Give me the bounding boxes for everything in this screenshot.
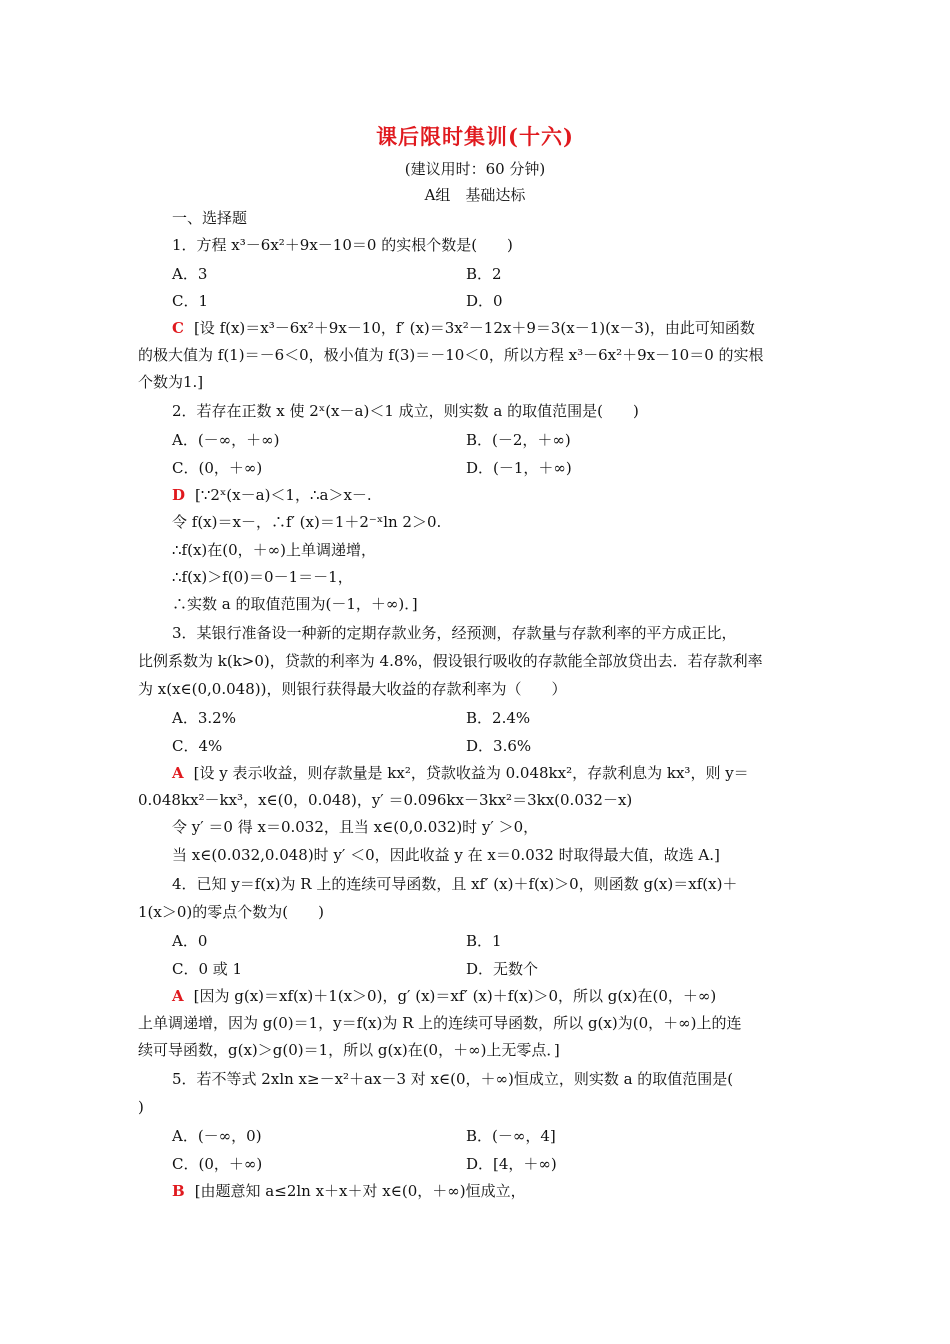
q2-explanation-3: ∴f(x)在(0，＋∞)上单调递增， xyxy=(172,541,377,559)
q3-stem-3: 为 x(x∈(0,0.048))，则银行获得最大收益的存款利率为（ ） xyxy=(138,680,567,698)
section-heading: 一、选择题 xyxy=(172,209,248,227)
q2-option-b: B．(－2，＋∞) xyxy=(466,431,571,449)
q1-explanation-1: C [设 f(x)＝x³－6x²＋9x－10，f′ (x)＝3x²－12x＋9＝3(x－1)(x－3)，由此可知函数 xyxy=(172,319,755,337)
q2-explanation-2: 令 f(x)＝x－，∴f′ (x)＝1＋2⁻ˣln 2＞0. xyxy=(172,513,442,531)
q4-stem-1: 4．已知 y＝f(x)为 R 上的连续可导函数，且 xf′ (x)＋f(x)＞0，则函数 g(x)＝xf(x)＋ xyxy=(172,875,738,893)
q1-option-a: A．3 xyxy=(172,265,208,283)
q1-option-c: C．1 xyxy=(172,292,209,310)
q3-explanation-4: 当 x∈(0.032,0.048)时 y′ ＜0，因此收益 y 在 x＝0.032 时取得最大值，故选 A.] xyxy=(172,846,720,864)
page-title: 课后限时集训(十六) xyxy=(376,124,574,149)
q1-answer: C xyxy=(172,319,184,337)
q5-answer: B xyxy=(172,1182,185,1200)
q2-explanation-1: D [∵2ˣ(x－a)＜1，∴a＞x－. xyxy=(172,486,372,504)
q1-explanation-2: 的极大值为 f(1)＝－6＜0，极小值为 f(3)＝－10＜0，所以方程 x³－6x²＋9x－10＝0 的实根 xyxy=(138,346,764,364)
q5-stem-2: ) xyxy=(138,1098,144,1116)
q3-option-a: A．3.2% xyxy=(172,709,236,727)
q1-option-d: D．0 xyxy=(466,292,503,310)
q2-explanation-4: ∴f(x)＞f(0)＝0－1＝－1， xyxy=(172,568,353,586)
q5-explanation-1: B [由题意知 a≤2ln x＋x＋对 x∈(0，＋∞)恒成立， xyxy=(172,1182,526,1200)
q2-option-d: D．(－1，＋∞) xyxy=(466,459,572,477)
q4-option-c: C．0 或 1 xyxy=(172,960,243,978)
q3-option-c: C．4% xyxy=(172,737,223,755)
q5-option-d: D．[4，＋∞) xyxy=(466,1155,557,1173)
q4-option-a: A．0 xyxy=(172,932,208,950)
group-heading: A组 基础达标 xyxy=(424,186,526,204)
q1-explanation-3: 个数为1.] xyxy=(138,373,204,391)
q3-option-b: B．2.4% xyxy=(466,709,531,727)
q5-option-a: A．(－∞，0) xyxy=(172,1127,262,1145)
q2-stem: 2．若存在正数 x 使 2ˣ(x－a)＜1 成立，则实数 a 的取值范围是( ) xyxy=(172,402,639,420)
q2-option-c: C．(0，＋∞) xyxy=(172,459,263,477)
q5-option-b: B．(－∞，4] xyxy=(466,1127,556,1145)
q3-explanation-2: 0.048kx²－kx³，x∈(0，0.048)，y′ ＝0.096kx－3kx²＝3kx(0.032－x) xyxy=(138,791,633,809)
q5-stem-1: 5．若不等式 2xln x≥－x²＋ax－3 对 x∈(0，＋∞)恒成立，则实数 a 的取值范围是( xyxy=(172,1070,734,1088)
q4-explanation-3: 续可导函数，g(x)＞g(0)＝1，所以 g(x)在(0，＋∞)上无零点．] xyxy=(138,1041,560,1059)
q3-option-d: D．3.6% xyxy=(466,737,532,755)
q4-stem-2: 1(x＞0)的零点个数为( ) xyxy=(138,903,324,921)
q3-explanation-1: A [设 y 表示收益，则存款量是 kx²，贷款收益为 0.048kx²，存款利息为 kx³，则 y＝ xyxy=(172,764,749,782)
time-suggestion: (建议用时：60 分钟) xyxy=(404,160,546,178)
q3-stem-1: 3．某银行准备设一种新的定期存款业务，经预测，存款量与存款利率的平方成正比， xyxy=(172,624,737,642)
q3-answer: A xyxy=(172,764,184,782)
q1-stem: 1．方程 x³－6x²＋9x－10＝0 的实根个数是( ) xyxy=(172,236,513,254)
q4-answer: A xyxy=(172,987,184,1005)
q2-option-a: A．(－∞，＋∞) xyxy=(172,431,280,449)
q5-option-c: C．(0，＋∞) xyxy=(172,1155,263,1173)
q2-explanation-5: ∴实数 a 的取值范围为(－1，＋∞)．] xyxy=(172,595,418,613)
q1-option-b: B．2 xyxy=(466,265,502,283)
q3-explanation-3: 令 y′ ＝0 得 x＝0.032，且当 x∈(0,0.032)时 y′ ＞0， xyxy=(172,818,539,836)
q4-option-d: D．无数个 xyxy=(466,960,539,978)
q3-stem-2: 比例系数为 k(k>0)，贷款的利率为 4.8%，假设银行吸收的存款能全部放贷出去．若存款利率 xyxy=(138,652,763,670)
q4-explanation-2: 上单调递增，因为 g(0)＝1，y＝f(x)为 R 上的连续可导函数，所以 g(x)为(0，＋∞)上的连 xyxy=(138,1014,742,1032)
q4-option-b: B．1 xyxy=(466,932,502,950)
q2-answer: D xyxy=(172,486,186,504)
q4-explanation-1: A [因为 g(x)＝xf(x)＋1(x＞0)，g′ (x)＝xf′ (x)＋f(x)＞0，所以 g(x)在(0，＋∞) xyxy=(172,987,717,1005)
